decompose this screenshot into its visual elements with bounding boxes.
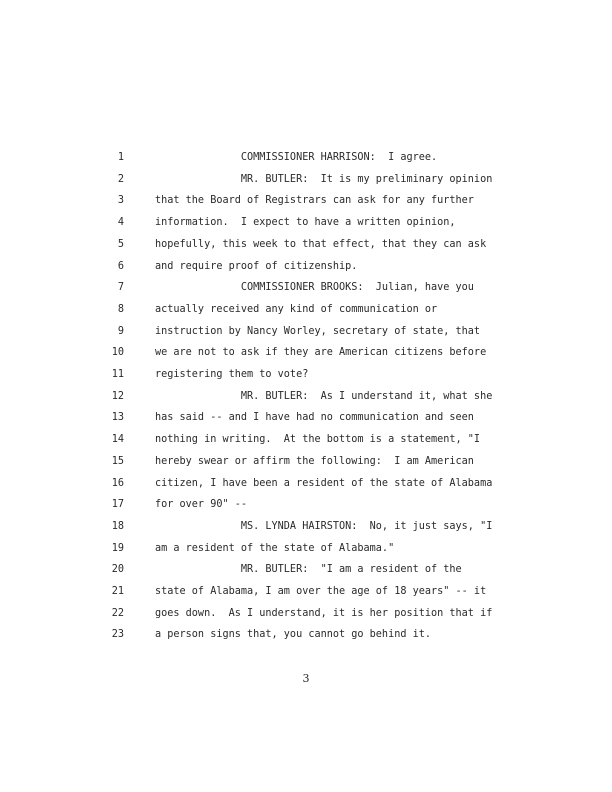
line-number: 6 bbox=[117, 260, 124, 272]
line-text: that the Board of Registrars can ask for any further bbox=[155, 195, 474, 207]
line-number: 9 bbox=[117, 325, 124, 337]
line-text: citizen, I have been a resident of the state of Alabama bbox=[155, 477, 493, 489]
line-text: MR. BUTLER: It is my preliminary opinion bbox=[155, 173, 493, 185]
line-number: 5 bbox=[117, 238, 124, 250]
line-number: 23 bbox=[111, 629, 124, 641]
transcript-line bbox=[0, 585, 612, 607]
line-text: MR. BUTLER: "I am a resident of the bbox=[155, 564, 462, 576]
line-text: and require proof of citizenship. bbox=[155, 260, 358, 272]
line-number: 17 bbox=[111, 499, 124, 511]
line-number: 8 bbox=[117, 303, 124, 315]
line-number: 20 bbox=[111, 564, 124, 576]
transcript-line bbox=[0, 607, 612, 629]
transcript-line bbox=[0, 194, 612, 216]
line-text: for over 90" -- bbox=[155, 499, 248, 511]
line-number: 10 bbox=[111, 347, 124, 359]
transcript-line bbox=[0, 281, 612, 303]
line-number: 14 bbox=[111, 434, 124, 446]
line-text: hereby swear or affirm the following: I am American bbox=[155, 455, 474, 467]
transcript-line bbox=[0, 520, 612, 542]
transcript-line bbox=[0, 151, 612, 173]
line-text: state of Alabama, I am over the age of 18 years" -- it bbox=[155, 586, 487, 597]
line-number: 3 bbox=[117, 195, 124, 207]
line-text: a person signs that, you cannot go behind it. bbox=[155, 629, 432, 641]
line-number: 21 bbox=[111, 586, 124, 597]
line-text: nothing in writing. At the bottom is a statement, "I bbox=[155, 434, 481, 446]
transcript-line bbox=[0, 173, 612, 195]
transcript-line bbox=[0, 260, 612, 282]
line-number: 16 bbox=[111, 477, 124, 489]
page-number: 3 bbox=[302, 672, 310, 685]
transcript-line bbox=[0, 216, 612, 238]
transcript-line bbox=[0, 368, 612, 390]
line-number: 2 bbox=[117, 173, 124, 185]
line-number: 7 bbox=[117, 282, 124, 294]
transcript-line bbox=[0, 346, 612, 368]
transcript-line bbox=[0, 498, 612, 520]
line-text: hopefully, this week to that effect, that they can ask bbox=[155, 238, 487, 250]
transcript-line bbox=[0, 325, 612, 347]
line-number: 22 bbox=[111, 607, 124, 619]
line-number: 18 bbox=[111, 520, 124, 532]
transcript-line bbox=[0, 542, 612, 564]
line-number: 12 bbox=[111, 390, 124, 402]
transcript-line bbox=[0, 303, 612, 325]
line-text: actually received any kind of communication or bbox=[155, 303, 438, 315]
line-text: COMMISSIONER HARRISON: I agree. bbox=[155, 152, 438, 163]
line-text: instruction by Nancy Worley, secretary of state, that bbox=[155, 325, 481, 337]
line-number: 1 bbox=[117, 152, 124, 163]
transcript-line bbox=[0, 390, 612, 412]
line-text: MR. BUTLER: As I understand it, what she bbox=[155, 390, 493, 402]
line-text: am a resident of the state of Alabama." bbox=[155, 542, 395, 554]
line-number: 15 bbox=[111, 455, 124, 467]
line-text: registering them to vote? bbox=[155, 369, 309, 380]
transcript-line bbox=[0, 628, 612, 650]
transcript-line bbox=[0, 433, 612, 455]
line-text: we are not to ask if they are American citizens before bbox=[155, 347, 487, 359]
transcript-line bbox=[0, 411, 612, 433]
line-text: information. I expect to have a written opinion, bbox=[155, 217, 456, 229]
line-text: COMMISSIONER BROOKS: Julian, have you bbox=[155, 282, 474, 294]
line-text: goes down. As I understand, it is her position that if bbox=[155, 607, 493, 619]
line-number: 19 bbox=[111, 542, 124, 554]
line-text: has said -- and I have had no communication and seen bbox=[155, 412, 474, 424]
line-number: 11 bbox=[111, 369, 124, 380]
transcript-line bbox=[0, 563, 612, 585]
transcript-line bbox=[0, 238, 612, 260]
transcript-line bbox=[0, 477, 612, 499]
line-number: 13 bbox=[111, 412, 124, 424]
line-number: 4 bbox=[117, 217, 124, 229]
transcript-line bbox=[0, 455, 612, 477]
line-text: MS. LYNDA HAIRSTON: No, it just says, "I bbox=[155, 520, 493, 532]
